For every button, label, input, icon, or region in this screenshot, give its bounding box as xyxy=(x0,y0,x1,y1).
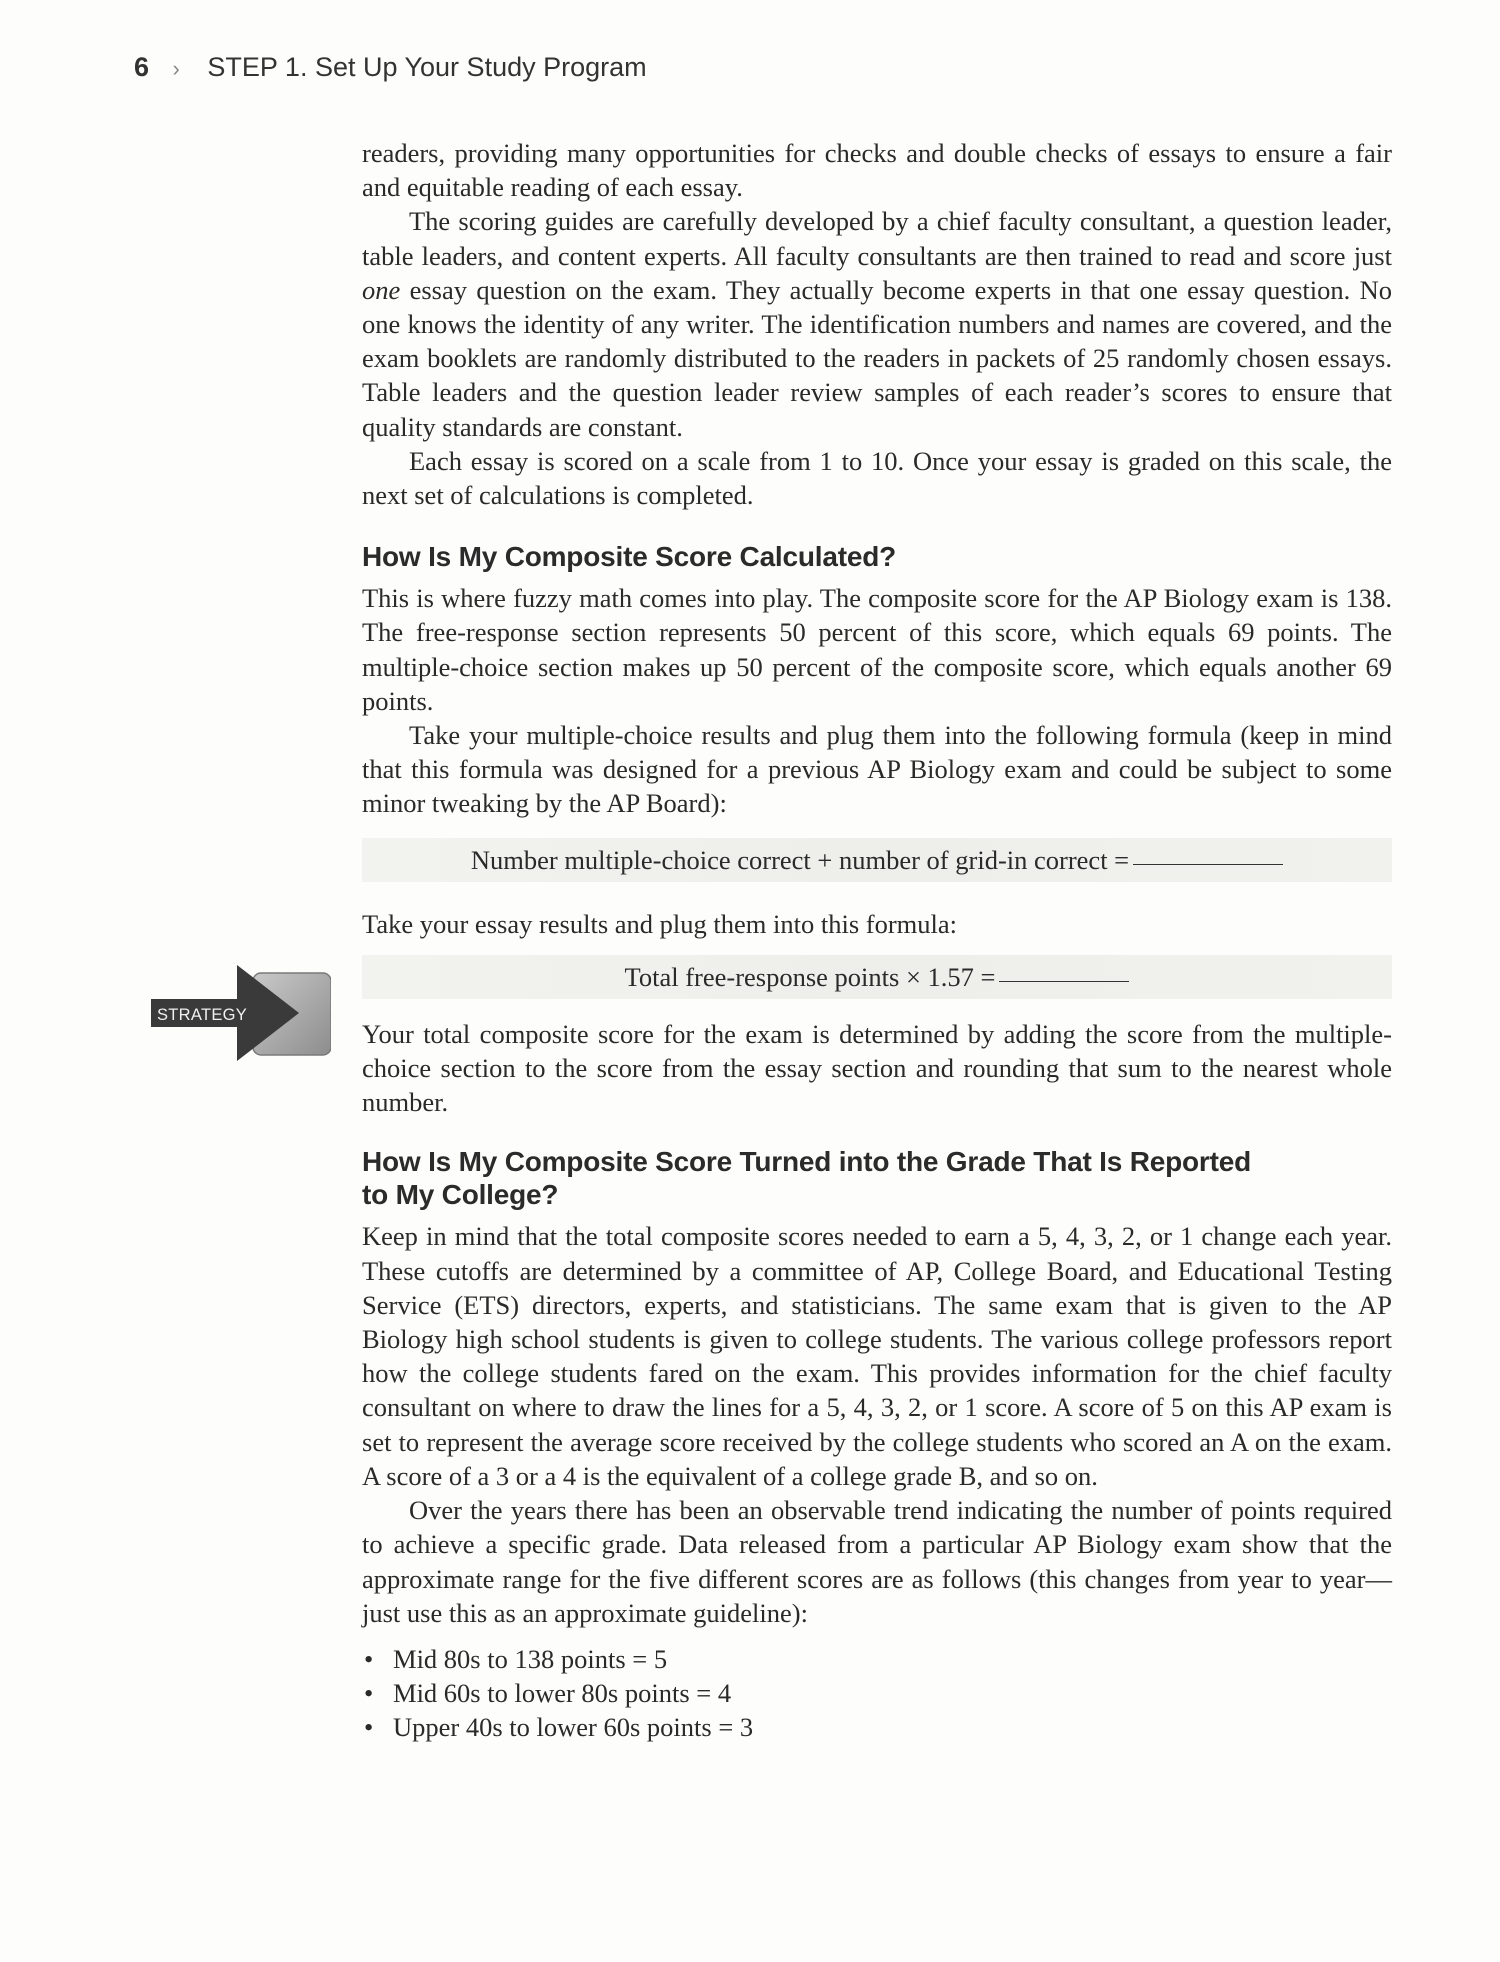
list-item: • Mid 60s to lower 80s points = 4 xyxy=(362,1676,1392,1710)
formula-multiple-choice: Number multiple-choice correct + number of grid-in correct = xyxy=(362,838,1392,882)
main-content xyxy=(362,136,1392,1744)
paragraph: Over the years there has been an observable trend indicating the number of points required to achieve a specific grade. Data released from a particular AP Biology exam show that the approximate range for the five different scores are as follows (this changes from year to year—just use this as an approximate guideline): xyxy=(362,1495,1392,1628)
formula-free-response: Total free-response points × 1.57 = xyxy=(362,955,1392,999)
step-title: STEP 1. Set Up Your Study Program xyxy=(207,52,647,82)
section-heading: How Is My Composite Score Calculated? xyxy=(362,541,897,573)
strategy-sidebar-icon xyxy=(151,965,331,1061)
paragraph: Take your multiple-choice results and plug them into the following formula (keep in mind that this formula was designed for a previous AP Biology exam and could be subject to some minor tweaking by the AP Board): xyxy=(362,720,1392,819)
answer-blank xyxy=(999,981,1129,982)
paragraph: This is where fuzzy math comes into play. The composite score for the AP Biology exam is 138. The free-response section represents 50 percent of this score, which equals 69 points. The multiple-choice section makes up 50 percent of the composite score, which equals another 69 points. xyxy=(362,583,1392,716)
paragraph: Keep in mind that the total composite scores needed to earn a 5, 4, 3, 2, or 1 change each year. These cutoffs are determined by a committee of AP, College Board, and Educational Testing Service (ETS) directors, experts, and statisticians. The same exam that is given to the AP Biology high school students is given to college students. The various college professors report how the college students fared on the exam. This provides information for the chief faculty consultant on where to draw the lines for a 5, 4, 3, 2, or 1 score. A score of 5 on this AP exam is set to represent the average score received by the college students who scored an A on the exam. A score of a 3 or a 4 is the equivalent of a college grade B, and so on. xyxy=(362,1221,1392,1491)
paragraph: readers, providing many opportunities for checks and double checks of essays to ensure a fair and equitable reading of each essay. xyxy=(362,138,1392,203)
strategy-label: STRATEGY xyxy=(157,1006,248,1024)
answer-blank xyxy=(1133,864,1283,865)
section-heading: How Is My Composite Score Turned into the Grade That Is Reported to My College? xyxy=(362,1146,1252,1211)
running-header xyxy=(134,52,647,83)
score-range-list xyxy=(362,1642,1392,1744)
chevron-right-icon: › xyxy=(172,56,180,81)
paragraph: The scoring guides are carefully developed by a chief faculty consultant, a question leader, table leaders, and content experts. All faculty consultants are then trained to read and score just one essay question on the exam. They actually become experts in that one essay question. No one knows the identity of any writer. The identification numbers and names are covered, and the exam booklets are randomly distributed to the readers in packets of 25 randomly chosen essays. Table leaders and the question leader review samples of each reader’s scores to ensure that quality standards are constant. xyxy=(362,206,1392,442)
paragraph: Each essay is scored on a scale from 1 to 10. Once your essay is graded on this scale, the next set of calculations is completed. xyxy=(362,445,1392,511)
list-item: • Upper 40s to lower 60s points = 3 xyxy=(362,1710,1392,1744)
paragraph: Take your essay results and plug them into this formula: xyxy=(362,908,958,939)
emphasis: one xyxy=(362,274,401,305)
list-item: • Mid 80s to 138 points = 5 xyxy=(362,1642,1392,1676)
page-number: 6 xyxy=(134,52,150,82)
paragraph: Your total composite score for the exam is determined by adding the score from the multiple-choice section to the score from the essay section and rounding that sum to the nearest whole number. xyxy=(362,1018,1392,1118)
